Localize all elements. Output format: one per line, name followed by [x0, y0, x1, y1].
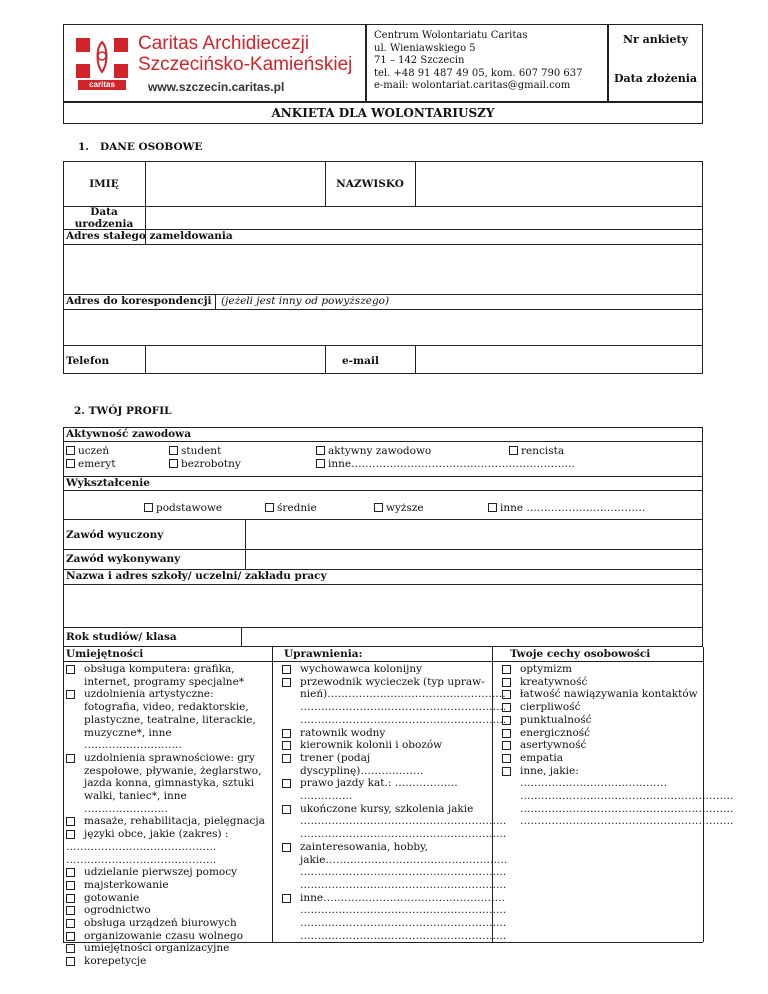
umiejetnosci-item[interactable]: gotowanie	[66, 892, 270, 905]
section2-title: 2. TWÓJ PROFIL	[74, 405, 172, 417]
field-adres-korespondencji[interactable]	[63, 309, 703, 345]
checkbox[interactable]	[282, 729, 291, 738]
checkbox[interactable]	[374, 503, 383, 512]
cechy-item[interactable]: asertywność	[502, 739, 702, 752]
umiejetnosci-item[interactable]: obsługa komputera: grafika,	[66, 663, 270, 676]
cechy-item[interactable]: empatia	[502, 752, 702, 765]
field-zawod-wykonywany[interactable]	[245, 549, 703, 569]
checkbox[interactable]	[502, 703, 511, 712]
field-rok-studiow[interactable]	[241, 627, 703, 647]
label-data-urodzenia: Data urodzenia	[74, 206, 134, 230]
uprawnienia-item: …………………………………………………..	[300, 878, 507, 891]
uprawnienia-list	[282, 663, 508, 942]
checkbox[interactable]	[502, 754, 511, 763]
checkbox[interactable]	[144, 503, 153, 512]
label-uprawnienia: Uprawnienia:	[284, 648, 363, 660]
akt-uczen[interactable]: uczeń	[66, 445, 109, 457]
cechy-item: …………………………………………………….	[520, 790, 734, 803]
checkbox[interactable]	[502, 767, 511, 776]
uprawnienia-item: jakie…………………………………………….	[300, 853, 508, 866]
umiejetnosci-item: fotografia, video, redaktorskie,	[84, 701, 249, 714]
label-zawod-wykonywany: Zawód wykonywany	[66, 553, 181, 565]
data-zlozenia-label: Data złożenia	[613, 72, 698, 85]
checkbox[interactable]	[66, 665, 75, 674]
checkbox[interactable]	[502, 665, 511, 674]
checkbox[interactable]	[282, 741, 291, 750]
uprawnienia-item[interactable]: ratownik wodny	[282, 727, 490, 740]
umiejetnosci-list	[66, 663, 270, 968]
center-info	[374, 30, 582, 93]
wyk-inne[interactable]: inne …………………………….	[488, 502, 645, 514]
umiejetnosci-item[interactable]: uzdolnienia sprawnościowe: gry	[66, 752, 270, 765]
checkbox[interactable]	[66, 906, 75, 915]
center-email: e-mail: wolontariat.caritas@gmail.com	[374, 80, 571, 91]
uprawnienia-item: nień)……………………………………………	[300, 688, 506, 701]
umiejetnosci-item: muzyczne*, inne ……………………….	[84, 726, 182, 752]
field-adres-stalego[interactable]	[63, 244, 703, 294]
checkbox[interactable]	[488, 503, 497, 512]
checkbox[interactable]	[282, 805, 291, 814]
checkbox[interactable]	[316, 459, 325, 468]
umiejetnosci-item[interactable]: majsterkowanie	[66, 879, 270, 892]
adres-kor-note: (jeżeli jest inny od powyższego)	[221, 295, 390, 307]
checkbox[interactable]	[502, 741, 511, 750]
checkbox[interactable]	[282, 754, 291, 763]
uprawnienia-item: …………………………………………………..	[300, 904, 507, 917]
akt-aktywny[interactable]: aktywny zawodowo	[316, 445, 431, 457]
checkbox[interactable]	[282, 678, 291, 687]
wyk-podstawowe[interactable]: podstawowe	[144, 502, 222, 514]
checkbox[interactable]	[66, 932, 75, 941]
cechy-item[interactable]: kreatywność	[502, 676, 702, 689]
label-aktywnosc: Aktywność zawodowa	[66, 428, 192, 440]
umiejetnosci-item[interactable]: korepetycje	[66, 955, 270, 968]
cechy-item[interactable]: energiczność	[502, 727, 702, 740]
form-title: ANKIETA DLA WOLONTARIUSZY	[271, 106, 495, 120]
umiejetnosci-item: …………………………………….	[66, 840, 217, 853]
checkbox[interactable]	[66, 868, 75, 877]
field-email[interactable]	[415, 345, 703, 374]
checkbox[interactable]	[169, 446, 178, 455]
umiejetnosci-item: walki, taniec*, inne ……………………	[84, 790, 187, 815]
umiejetnosci-item: …………………………………….	[66, 853, 217, 866]
label-zawod-wyuczony: Zawód wyuczony	[66, 529, 164, 541]
uprawnienia-item[interactable]: ukończone kursy, szkolenia jakie	[282, 803, 490, 816]
cechy-list	[502, 663, 734, 828]
label-imie: IMIĘ	[89, 178, 119, 190]
checkbox[interactable]	[66, 754, 75, 763]
label-wyksztalcenie: Wykształcenie	[66, 477, 150, 489]
umiejetnosci-item: plastyczne, teatralne, literackie,	[84, 713, 256, 726]
nr-ankiety-label: Nr ankiety	[622, 33, 689, 46]
uprawnienia-item[interactable]: zainteresowania, hobby,	[282, 841, 490, 854]
cechy-item[interactable]: punktualność	[502, 714, 702, 727]
label-cechy: Twoje cechy osobowości	[510, 648, 651, 660]
cechy-item: …………………………………………………….	[520, 802, 734, 815]
checkbox[interactable]	[502, 678, 511, 687]
uprawnienia-item: …………………………………………………..	[300, 701, 507, 714]
checkbox[interactable]	[502, 729, 511, 738]
cechy-item[interactable]: inne, jakie: ……………………………………	[502, 765, 702, 790]
label-adres-korespondencji: Adres do korespondencji	[66, 295, 212, 307]
label-telefon: Telefon	[66, 355, 110, 367]
cechy-item[interactable]: cierpliwość	[502, 701, 702, 714]
center-city: 71 – 142 Szczecin	[374, 55, 465, 66]
field-nazwisko[interactable]	[415, 161, 703, 206]
label-rok-studiow: Rok studiów/ klasa	[66, 631, 177, 643]
checkbox[interactable]	[282, 894, 291, 903]
uprawnienia-item: …………………………………………………..	[300, 828, 507, 841]
umiejetnosci-item: internet, programy specjalne*	[84, 675, 245, 688]
center-street: ul. Wieniawskiego 5	[374, 42, 476, 54]
checkbox[interactable]	[282, 779, 291, 788]
checkbox[interactable]	[66, 817, 75, 826]
checkbox[interactable]	[66, 957, 75, 966]
cechy-item[interactable]: łatwość nawiązywania kontaktów	[502, 688, 702, 701]
wyk-wyzsze[interactable]: wyższe	[374, 502, 424, 514]
uprawnienia-item: …………………………………………………..	[300, 815, 507, 828]
center-name: Centrum Wolontariatu Caritas	[374, 30, 528, 41]
logo-small-text: caritas	[89, 80, 115, 89]
uprawnienia-item: …………………………………………………..	[300, 929, 507, 942]
akt-emeryt[interactable]: emeryt	[66, 458, 116, 470]
logo-name-line2: Szczecińsko-Kamieńskiej	[138, 54, 353, 75]
field-szkola[interactable]	[63, 584, 703, 627]
uprawnienia-item[interactable]: kierownik kolonii i obozów	[282, 739, 490, 752]
checkbox[interactable]	[502, 690, 511, 699]
umiejetnosci-item[interactable]: masaże, rehabilitacja, pielęgnacja	[66, 815, 270, 828]
uprawnienia-item[interactable]: wychowawca kolonijny	[282, 663, 490, 676]
uprawnienia-item: …………………………………………………..	[300, 866, 507, 879]
section1-number: 1.	[78, 141, 89, 153]
field-telefon[interactable]	[145, 345, 325, 374]
checkbox[interactable]	[265, 503, 274, 512]
logo-url: www.szczecin.caritas.pl	[148, 80, 285, 94]
cechy-item[interactable]: optymizm	[502, 663, 702, 676]
field-zawod-wyuczony[interactable]	[245, 519, 703, 549]
checkbox[interactable]	[66, 944, 75, 953]
akt-bezrobotny[interactable]: bezrobotny	[169, 458, 241, 470]
label-szkola: Nazwa i adres szkoły/ uczelni/ zakładu pracy	[66, 570, 327, 582]
checkbox[interactable]	[66, 894, 75, 903]
checkbox[interactable]	[66, 881, 75, 890]
uprawnienia-item[interactable]: inne…………………………………………….	[282, 892, 490, 905]
umiejetnosci-item: jazda konna, gimnastyka, sztuki	[84, 777, 255, 790]
checkbox[interactable]	[66, 919, 75, 928]
uprawnienia-item[interactable]: prawo jazdy kat.: ……………… ……………	[282, 777, 490, 802]
akt-rencista[interactable]: rencista	[509, 445, 564, 457]
umiejetnosci-item[interactable]: języki obce, jakie (zakres) :	[66, 828, 270, 841]
cechy-item: …………………………………………………….	[520, 815, 734, 828]
checkbox[interactable]	[66, 446, 75, 455]
uprawnienia-item: …………………………………………………..	[300, 917, 507, 930]
label-umiejetnosci: Umiejętności	[66, 648, 144, 660]
akt-inne[interactable]: inne……………………………………………………….	[316, 458, 575, 470]
akt-student[interactable]: student	[169, 445, 221, 457]
umiejetnosci-item[interactable]: umiejętności organizacyjne	[66, 942, 270, 955]
umiejetnosci-item[interactable]: organizowanie czasu wolnego	[66, 930, 270, 943]
checkbox[interactable]	[282, 665, 291, 674]
uprawnienia-item[interactable]: przewodnik wycieczek (typ upraw-	[282, 676, 490, 689]
umiejetnosci-item[interactable]: udzielanie pierwszej pomocy	[66, 866, 270, 879]
section1-title: DANE OSOBOWE	[100, 141, 203, 153]
checkbox[interactable]	[66, 459, 75, 468]
label-adres-stalego: Adres stałego zameldowania	[66, 230, 233, 242]
checkbox[interactable]	[169, 459, 178, 468]
checkbox[interactable]	[509, 446, 518, 455]
uprawnienia-item[interactable]: trener (podaj dyscyplinę)………………	[282, 752, 490, 777]
field-imie[interactable]	[145, 161, 325, 206]
umiejetnosci-item: zespołowe, pływanie, żeglarstwo,	[84, 764, 262, 777]
umiejetnosci-item[interactable]: ogrodnictwo	[66, 904, 270, 917]
label-nazwisko: NAZWISKO	[336, 178, 404, 190]
logo-name-line1: Caritas Archidiecezji	[138, 33, 310, 54]
umiejetnosci-item[interactable]: uzdolnienia artystyczne:	[66, 688, 270, 701]
label-email: e-mail	[342, 355, 379, 367]
checkbox[interactable]	[282, 843, 291, 852]
checkbox[interactable]	[66, 690, 75, 699]
uprawnienia-item: …………………………………………………..	[300, 713, 507, 726]
wyk-srednie[interactable]: średnie	[265, 502, 317, 514]
checkbox[interactable]	[502, 716, 511, 725]
checkbox[interactable]	[316, 446, 325, 455]
center-phone: tel. +48 91 487 49 05, kom. 607 790 637	[374, 67, 583, 79]
umiejetnosci-item[interactable]: obsługa urządzeń biurowych	[66, 917, 270, 930]
checkbox[interactable]	[66, 830, 75, 839]
logo	[72, 34, 132, 92]
